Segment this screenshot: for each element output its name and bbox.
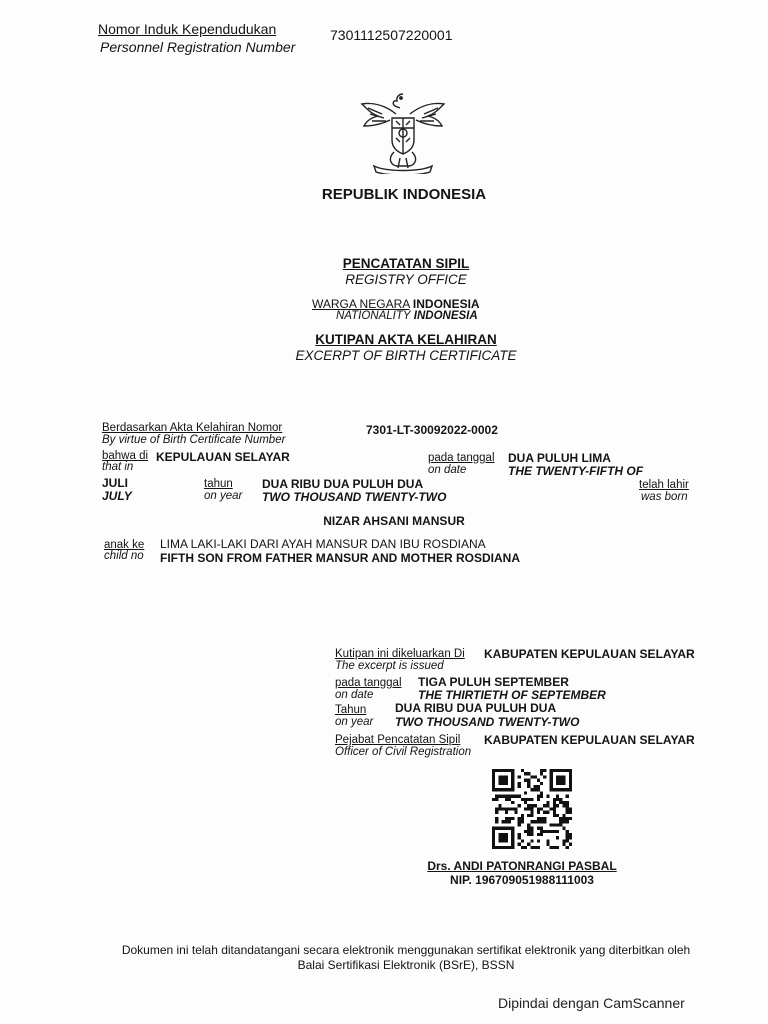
nationality-label-en: NATIONALITY bbox=[336, 310, 411, 322]
nik-label-en: Personnel Registration Number bbox=[100, 39, 296, 55]
nik-label: Nomor Induk Kependudukan bbox=[98, 21, 277, 37]
birth-place-label: bahwa di bbox=[102, 450, 149, 462]
camscanner-watermark: Dipindai dengan CamScanner bbox=[498, 995, 685, 1011]
issue-year-label-en: on year bbox=[335, 716, 374, 728]
born-label-en: was born bbox=[641, 491, 688, 503]
child-order-value-en: FIFTH SON FROM FATHER MANSUR AND MOTHER ROSDIANA bbox=[160, 551, 520, 565]
signatory-name: Drs. ANDI PATONRANGI PASBAL bbox=[427, 859, 617, 873]
e-signature-note: Dokumen ini telah ditandatangani secara elektronik menggunakan sertifikat elektronik yang diterbitkan oleh bbox=[121, 943, 691, 957]
garuda-pancasila-emblem-icon bbox=[356, 88, 450, 174]
document-title-en: EXCERPT OF BIRTH CERTIFICATE bbox=[295, 348, 517, 363]
signatory-nip: NIP. 196709051988111003 bbox=[450, 873, 594, 887]
birth-place-value: KEPULAUAN SELAYAR bbox=[156, 450, 290, 464]
born-label: telah lahir bbox=[639, 479, 689, 491]
officer-value: KABUPATEN KEPULAUAN SELAYAR bbox=[484, 733, 695, 747]
birth-year-value-en: TWO THOUSAND TWENTY-TWO bbox=[262, 490, 447, 504]
issue-place-label-en: The excerpt is issued bbox=[335, 660, 444, 672]
cert-number-label: Berdasarkan Akta Kelahiran Nomor bbox=[102, 422, 283, 434]
qr-code-icon bbox=[492, 769, 572, 849]
country-title: REPUBLIK INDONESIA bbox=[321, 186, 487, 203]
e-signature-authority: Balai Sertifikasi Elektronik (BSrE), BSSN bbox=[297, 958, 515, 972]
office-title: PENCATATAN SIPIL bbox=[342, 256, 470, 271]
birth-date-label-en: on date bbox=[428, 464, 467, 476]
child-name: NIZAR AHSANI MANSUR bbox=[323, 514, 465, 528]
document-title: KUTIPAN AKTA KELAHIRAN bbox=[315, 332, 497, 347]
birth-month: JULI bbox=[102, 476, 129, 490]
cert-number-value: 7301-LT-30092022-0002 bbox=[366, 423, 498, 437]
nik-value: 7301112507220001 bbox=[330, 27, 453, 43]
issue-date-value: TIGA PULUH SEPTEMBER bbox=[418, 675, 569, 689]
birth-month-en: JULY bbox=[102, 489, 132, 503]
issue-year-value: DUA RIBU DUA PULUH DUA bbox=[395, 701, 557, 715]
issue-date-label: pada tanggal bbox=[335, 677, 402, 689]
birth-date-label: pada tanggal bbox=[428, 452, 495, 464]
nationality-row bbox=[312, 297, 480, 311]
issue-year-label: Tahun bbox=[335, 704, 367, 716]
office-title-en: REGISTRY OFFICE bbox=[345, 272, 467, 287]
birth-year-label-en: on year bbox=[204, 490, 243, 502]
issue-date-value-en: THE THIRTIETH OF SEPTEMBER bbox=[418, 688, 606, 702]
nationality-value-en: INDONESIA bbox=[413, 310, 478, 322]
nationality-label: WARGA NEGARA bbox=[312, 297, 410, 311]
issue-place-value: KABUPATEN KEPULAUAN SELAYAR bbox=[484, 647, 695, 661]
officer-label: Pejabat Pencatatan Sipil bbox=[335, 734, 461, 746]
cert-number-label-en: By virtue of Birth Certificate Number bbox=[102, 434, 286, 446]
birth-year-label: tahun bbox=[204, 478, 233, 490]
birth-day-value: DUA PULUH LIMA bbox=[508, 451, 611, 465]
child-order-value: LIMA LAKI-LAKI DARI AYAH MANSUR DAN IBU ROSDIANA bbox=[160, 537, 486, 551]
birth-year-value: DUA RIBU DUA PULUH DUA bbox=[262, 477, 424, 491]
nationality-row-en bbox=[336, 310, 478, 322]
issue-year-value-en: TWO THOUSAND TWENTY-TWO bbox=[395, 715, 580, 729]
issue-place-label: Kutipan ini dikeluarkan Di bbox=[335, 648, 465, 660]
issue-date-label-en: on date bbox=[335, 689, 374, 701]
birth-place-label-en: that in bbox=[102, 461, 134, 473]
child-order-label: anak ke bbox=[104, 539, 145, 551]
nationality-value: INDONESIA bbox=[412, 297, 480, 311]
birth-day-value-en: THE TWENTY-FIFTH OF bbox=[508, 464, 644, 478]
officer-label-en: Officer of Civil Registration bbox=[335, 746, 472, 758]
child-order-label-en: child no bbox=[104, 550, 144, 562]
